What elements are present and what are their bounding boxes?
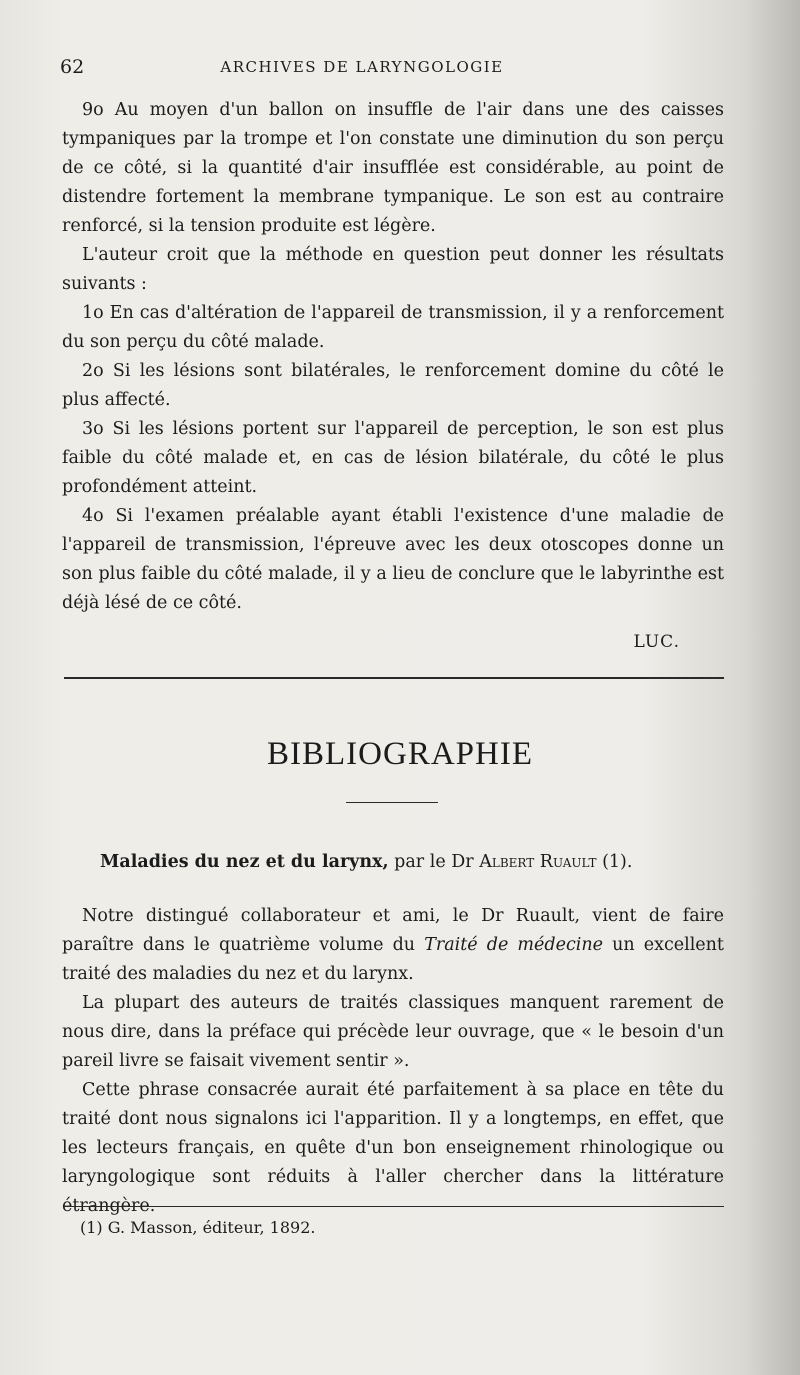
section-divider — [64, 677, 724, 679]
page-number: 62 — [60, 56, 85, 78]
review-text: Notre distingué collaborateur et ami, le Dr Ruault, vient de faire paraître dans le quatrième volume du — [62, 906, 724, 955]
article-paragraph: 2o Si les lésions sont bilatérales, le renforcement domine du côté le plus affecté. — [62, 361, 724, 410]
article-paragraph: 1o En cas d'altération de l'appareil de transmission, il y a renforcement du son perçu du côté malade. — [62, 303, 724, 352]
article-paragraph: 4o Si l'examen préalable ayant établi l'existence d'une maladie de l'appareil de transmission, l'épreuve avec les deux otoscopes donne un son plus faible du côté malade, il y a lieu de conclure que le labyrinthe est déjà lésé de ce côté. — [62, 506, 724, 613]
article-body — [62, 96, 724, 618]
book-title: Maladies du nez et du larynx, — [100, 852, 389, 872]
review-by: par le Dr — [394, 852, 474, 872]
journal-title: ARCHIVES DE LARYNGOLOGIE — [220, 58, 504, 76]
author-signature: LUC. — [633, 632, 680, 652]
review-paragraph — [62, 902, 724, 989]
book-author: Albert Ruault — [479, 852, 597, 872]
work-title: Traité de médecine — [424, 935, 603, 955]
footnote-ref: (1). — [602, 852, 633, 872]
article-paragraph: 3o Si les lésions portent sur l'appareil de perception, le son est plus faible du côté malade et, en cas de lésion bilatérale, du côté le plus profondément atteint. — [62, 419, 724, 497]
review-paragraph: Cette phrase consacrée aurait été parfaitement à sa place en tête du traité dont nous signalons ici l'apparition. Il y a longtemps, en effet, que les lecteurs français, en quête d'un bon enseignement rhinologique ou laryngologique sont réduits à l'aller chercher dans la littérature étrangère. — [62, 1080, 724, 1216]
article-paragraph: 9o Au moyen d'un ballon on insuffle de l'air dans une des caisses tympaniques par la trompe et l'on constate une diminution du son perçu de ce côté, si la quantité d'air insufflée est considérable, au point de distendre fortement la membrane tympanique. Le son est au contraire renforcé, si la tension produite est légère. — [62, 100, 724, 236]
footnote-divider — [64, 1206, 724, 1207]
running-head — [60, 56, 724, 86]
review-text: un excellent traité des maladies du nez et du larynx. — [62, 935, 724, 984]
review-heading — [100, 852, 632, 872]
review-paragraph: La plupart des auteurs de traités classiques manquent rarement de nous dire, dans la préface qui précède leur ouvrage, que « le besoin d'un pareil livre se faisait vivement sentir ». — [62, 993, 724, 1071]
article-paragraph: L'auteur croit que la méthode en question peut donner les résultats suivants : — [62, 245, 724, 294]
section-title: BIBLIOGRAPHIE — [267, 736, 533, 772]
footnote: (1) G. Masson, éditeur, 1892. — [80, 1218, 316, 1237]
review-body — [62, 902, 724, 1221]
title-underline — [346, 802, 438, 803]
